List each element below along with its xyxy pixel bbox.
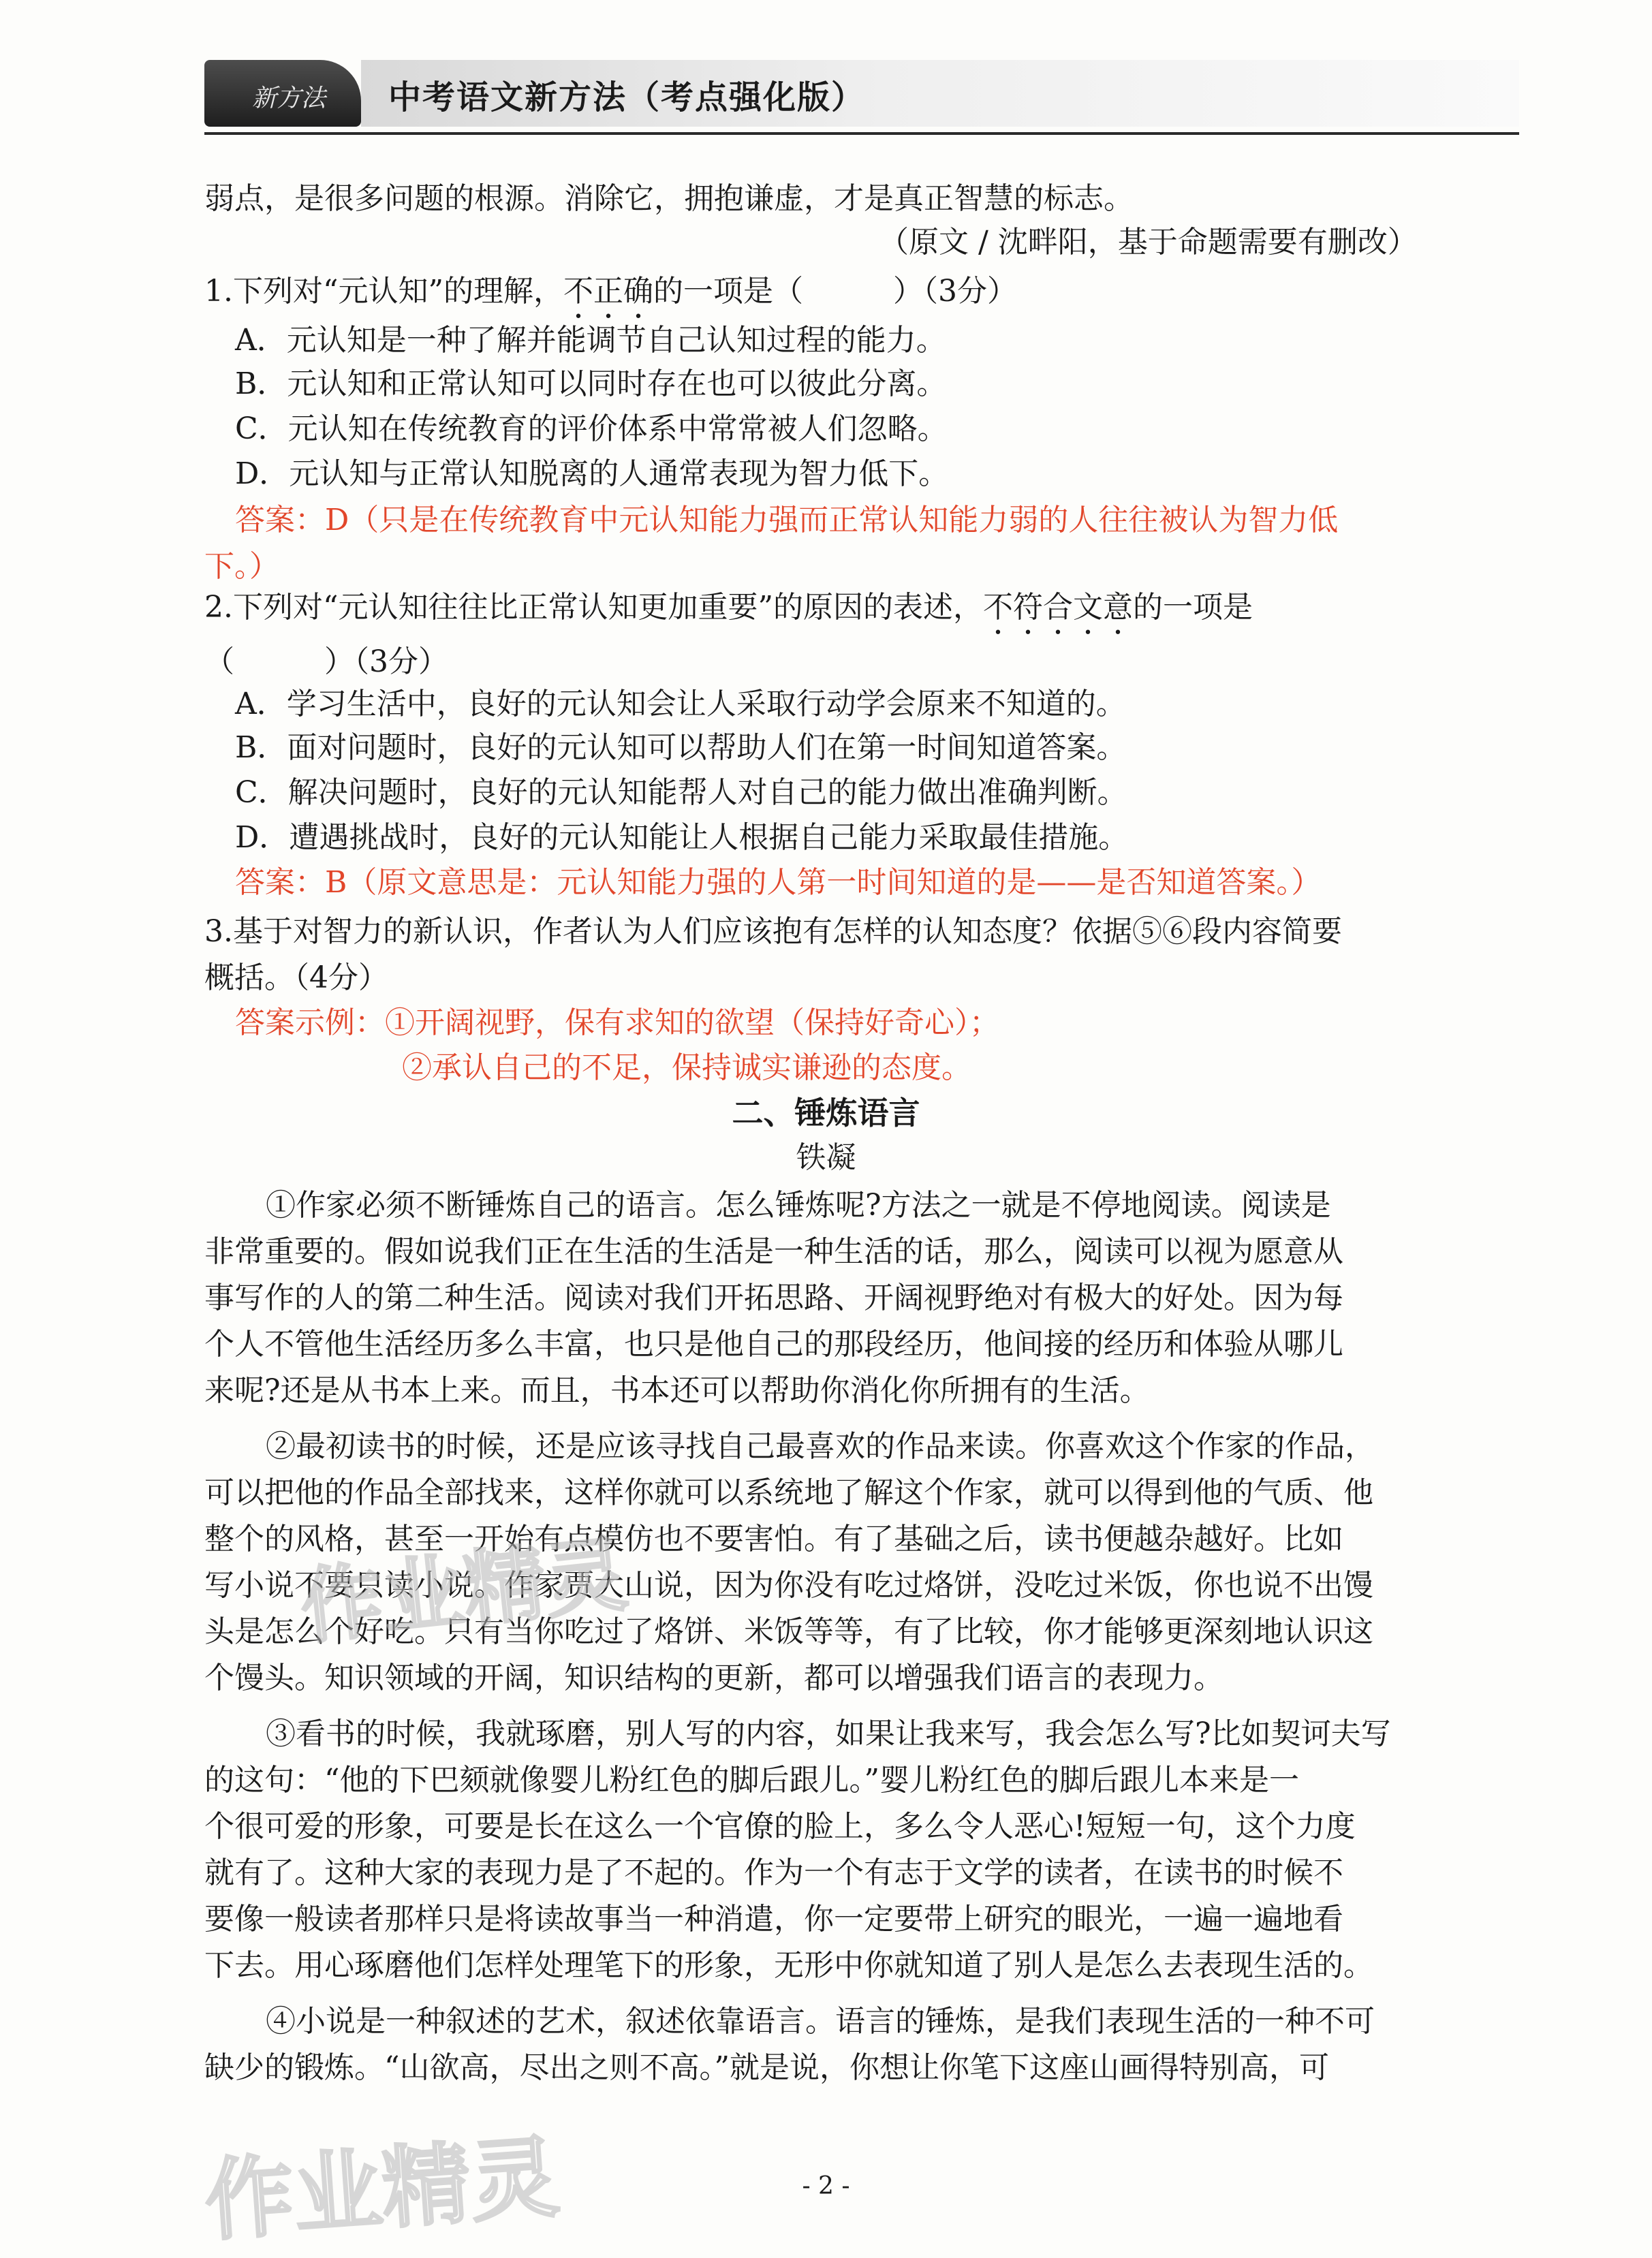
- q2-text-b: 的一项是: [1132, 590, 1253, 625]
- q3-answer-line1: 答案示例：①开阔视野，保有求知的欲望（保持好奇心）；: [235, 1005, 999, 1040]
- source-note: （原文 / 沈畔阳，基于命题需要有删改）: [879, 225, 1418, 260]
- q1-answer-line2: 下。）: [204, 549, 279, 584]
- question-3-line2: 概括。（4分）: [204, 960, 388, 995]
- paragraph-line: ①作家必须不断锤炼自己的语言。怎么锤炼呢?方法之一就是不停地阅读。阅读是: [266, 1188, 1331, 1223]
- paragraph-line: 缺少的锻炼。“山欲高，尽出之则不高。”就是说，你想让你笔下这座山画得特别高，可: [204, 2050, 1329, 2085]
- paragraph-line: 整个的风格，甚至一开始有点模仿也不要害怕。有了基础之后，读书便越杂越好。比如: [204, 1522, 1343, 1556]
- paragraph-line: 写小说不要只读小说。作家贾大山说，因为你没有吃过烙饼，没吃过米饭，你也说不出馒: [204, 1568, 1373, 1603]
- q1-option-a: A．元认知是一种了解并能调节自己认知过程的能力。: [235, 323, 946, 358]
- q2-answer: 答案：B（原文意思是：元认知能力强的人第一时间知道的是——是否知道答案。）: [235, 865, 1322, 900]
- paragraph-line: 非常重要的。假如说我们正在生活的生活是一种生活的话，那么，阅读可以视为愿意从: [204, 1234, 1343, 1269]
- q2-option-c: C．解决问题时，良好的元认知能帮人对自己的能力做出准确判断。: [235, 775, 1127, 810]
- q2-option-a: A．学习生活中，良好的元认知会让人采取行动学会原来不知道的。: [235, 687, 1126, 721]
- paragraph-line: 来呢?还是从书本上来。而且，书本还可以帮助你消化你所拥有的生活。: [204, 1373, 1150, 1408]
- paragraph-line: 可以把他的作品全部找来，这样你就可以系统地了解这个作家，就可以得到他的气质、他: [204, 1475, 1373, 1510]
- question-3-line1: 3.基于对智力的新认识，作者认为人们应该抱有怎样的认知态度？依据⑤⑥段内容简要: [204, 914, 1342, 949]
- paragraph-line: 的这句：“他的下巴颏就像婴儿粉红色的脚后跟儿。”婴儿粉红色的脚后跟儿本来是一: [204, 1763, 1299, 1798]
- page-number: - 2 -: [802, 2172, 850, 2200]
- q1-option-c: C．元认知在传统教育的评价体系中常常被人们忽略。: [235, 411, 948, 446]
- paragraph-line: 个人不管他生活经历多么丰富，也只是他自己的那段经历，他间接的经历和体验从哪儿: [204, 1327, 1343, 1362]
- paragraph-line: ③看书的时候，我就琢磨，别人写的内容，如果让我来写，我会怎么写?比如契诃夫写: [266, 1716, 1391, 1751]
- q1-option-b: B．元认知和正常认知可以同时存在也可以彼此分离。: [235, 366, 947, 401]
- q1-text-b: 的一项是（ ）（3分）: [653, 274, 1017, 309]
- paragraph-line: 事写作的人的第二种生活。阅读对我们开拓思路、开阔视野绝对有极大的好处。因为每: [204, 1281, 1343, 1315]
- book-title: 中考语文新方法（考点强化版）: [388, 78, 866, 116]
- paragraph-line: 就有了。这种大家的表现力是了不起的。作为一个有志于文学的读者，在读书的时候不: [204, 1855, 1343, 1890]
- q2-option-b: B．面对问题时，良好的元认知可以帮助人们在第一时间知道答案。: [235, 730, 1127, 765]
- logo-text: 新方法: [252, 84, 326, 112]
- section-author: 铁凝: [796, 1140, 856, 1175]
- paragraph-line: ②最初读书的时候，还是应该寻找自己最喜欢的作品来读。你喜欢这个作家的作品，: [266, 1429, 1375, 1464]
- section-title: 二、锤炼语言: [732, 1095, 920, 1131]
- paragraph-line: 头是怎么个好吃。只有当你吃过了烙饼、米饭等等，有了比较，你才能够更深刻地认识这: [204, 1614, 1373, 1649]
- logo: [204, 60, 361, 127]
- question-2-blank: （ ）（3分）: [204, 644, 448, 679]
- q1-emphasis: 不正确: [563, 274, 653, 309]
- watermark: 作业精灵: [202, 2125, 563, 2253]
- q2-text-a: 2.下列对“元认知往往比正常认知更加重要”的原因的表述，: [204, 590, 983, 625]
- q2-option-d: D．遭遇挑战时，良好的元认知能让人根据自己能力采取最佳措施。: [235, 820, 1129, 855]
- q1-option-d: D．元认知与正常认知脱离的人通常表现为智力低下。: [235, 456, 949, 491]
- q1-text-a: 1.下列对“元认知”的理解，: [204, 274, 563, 309]
- watermark: 作业精灵: [296, 1527, 632, 1656]
- q2-emphasis: 不符合文意: [982, 590, 1133, 625]
- header-rule: [204, 132, 1519, 135]
- paragraph-line: 个很可爱的形象，可要是长在这么一个官僚的脸上，多么令人恶心!短短一句，这个力度: [204, 1809, 1356, 1844]
- q3-answer-line2: ②承认自己的不足，保持诚实谦逊的态度。: [402, 1050, 971, 1085]
- paragraph-line: 要像一般读者那样只是将读故事当一种消遣，你一定要带上研究的眼光，一遍一遍地看: [204, 1902, 1343, 1936]
- paragraph-line: 下去。用心琢磨他们怎样处理笔下的形象，无形中你就知道了别人是怎么去表现生活的。: [204, 1948, 1373, 1983]
- paragraph-line: 个馒头。知识领域的开阔，知识结构的更新，都可以增强我们语言的表现力。: [204, 1661, 1224, 1695]
- paragraph-line: ④小说是一种叙述的艺术，叙述依靠语言。语言的锤炼，是我们表现生活的一种不可: [266, 2004, 1375, 2039]
- q1-answer-line1: 答案：D（只是在传统教育中元认知能力强而正常认知能力弱的人往往被认为智力低: [235, 503, 1339, 537]
- question-2: [204, 587, 1253, 642]
- text-line: 弱点，是很多问题的根源。消除它，拥抱谦虚，才是真正智慧的标志。: [204, 181, 1134, 216]
- question-1: [204, 271, 1017, 326]
